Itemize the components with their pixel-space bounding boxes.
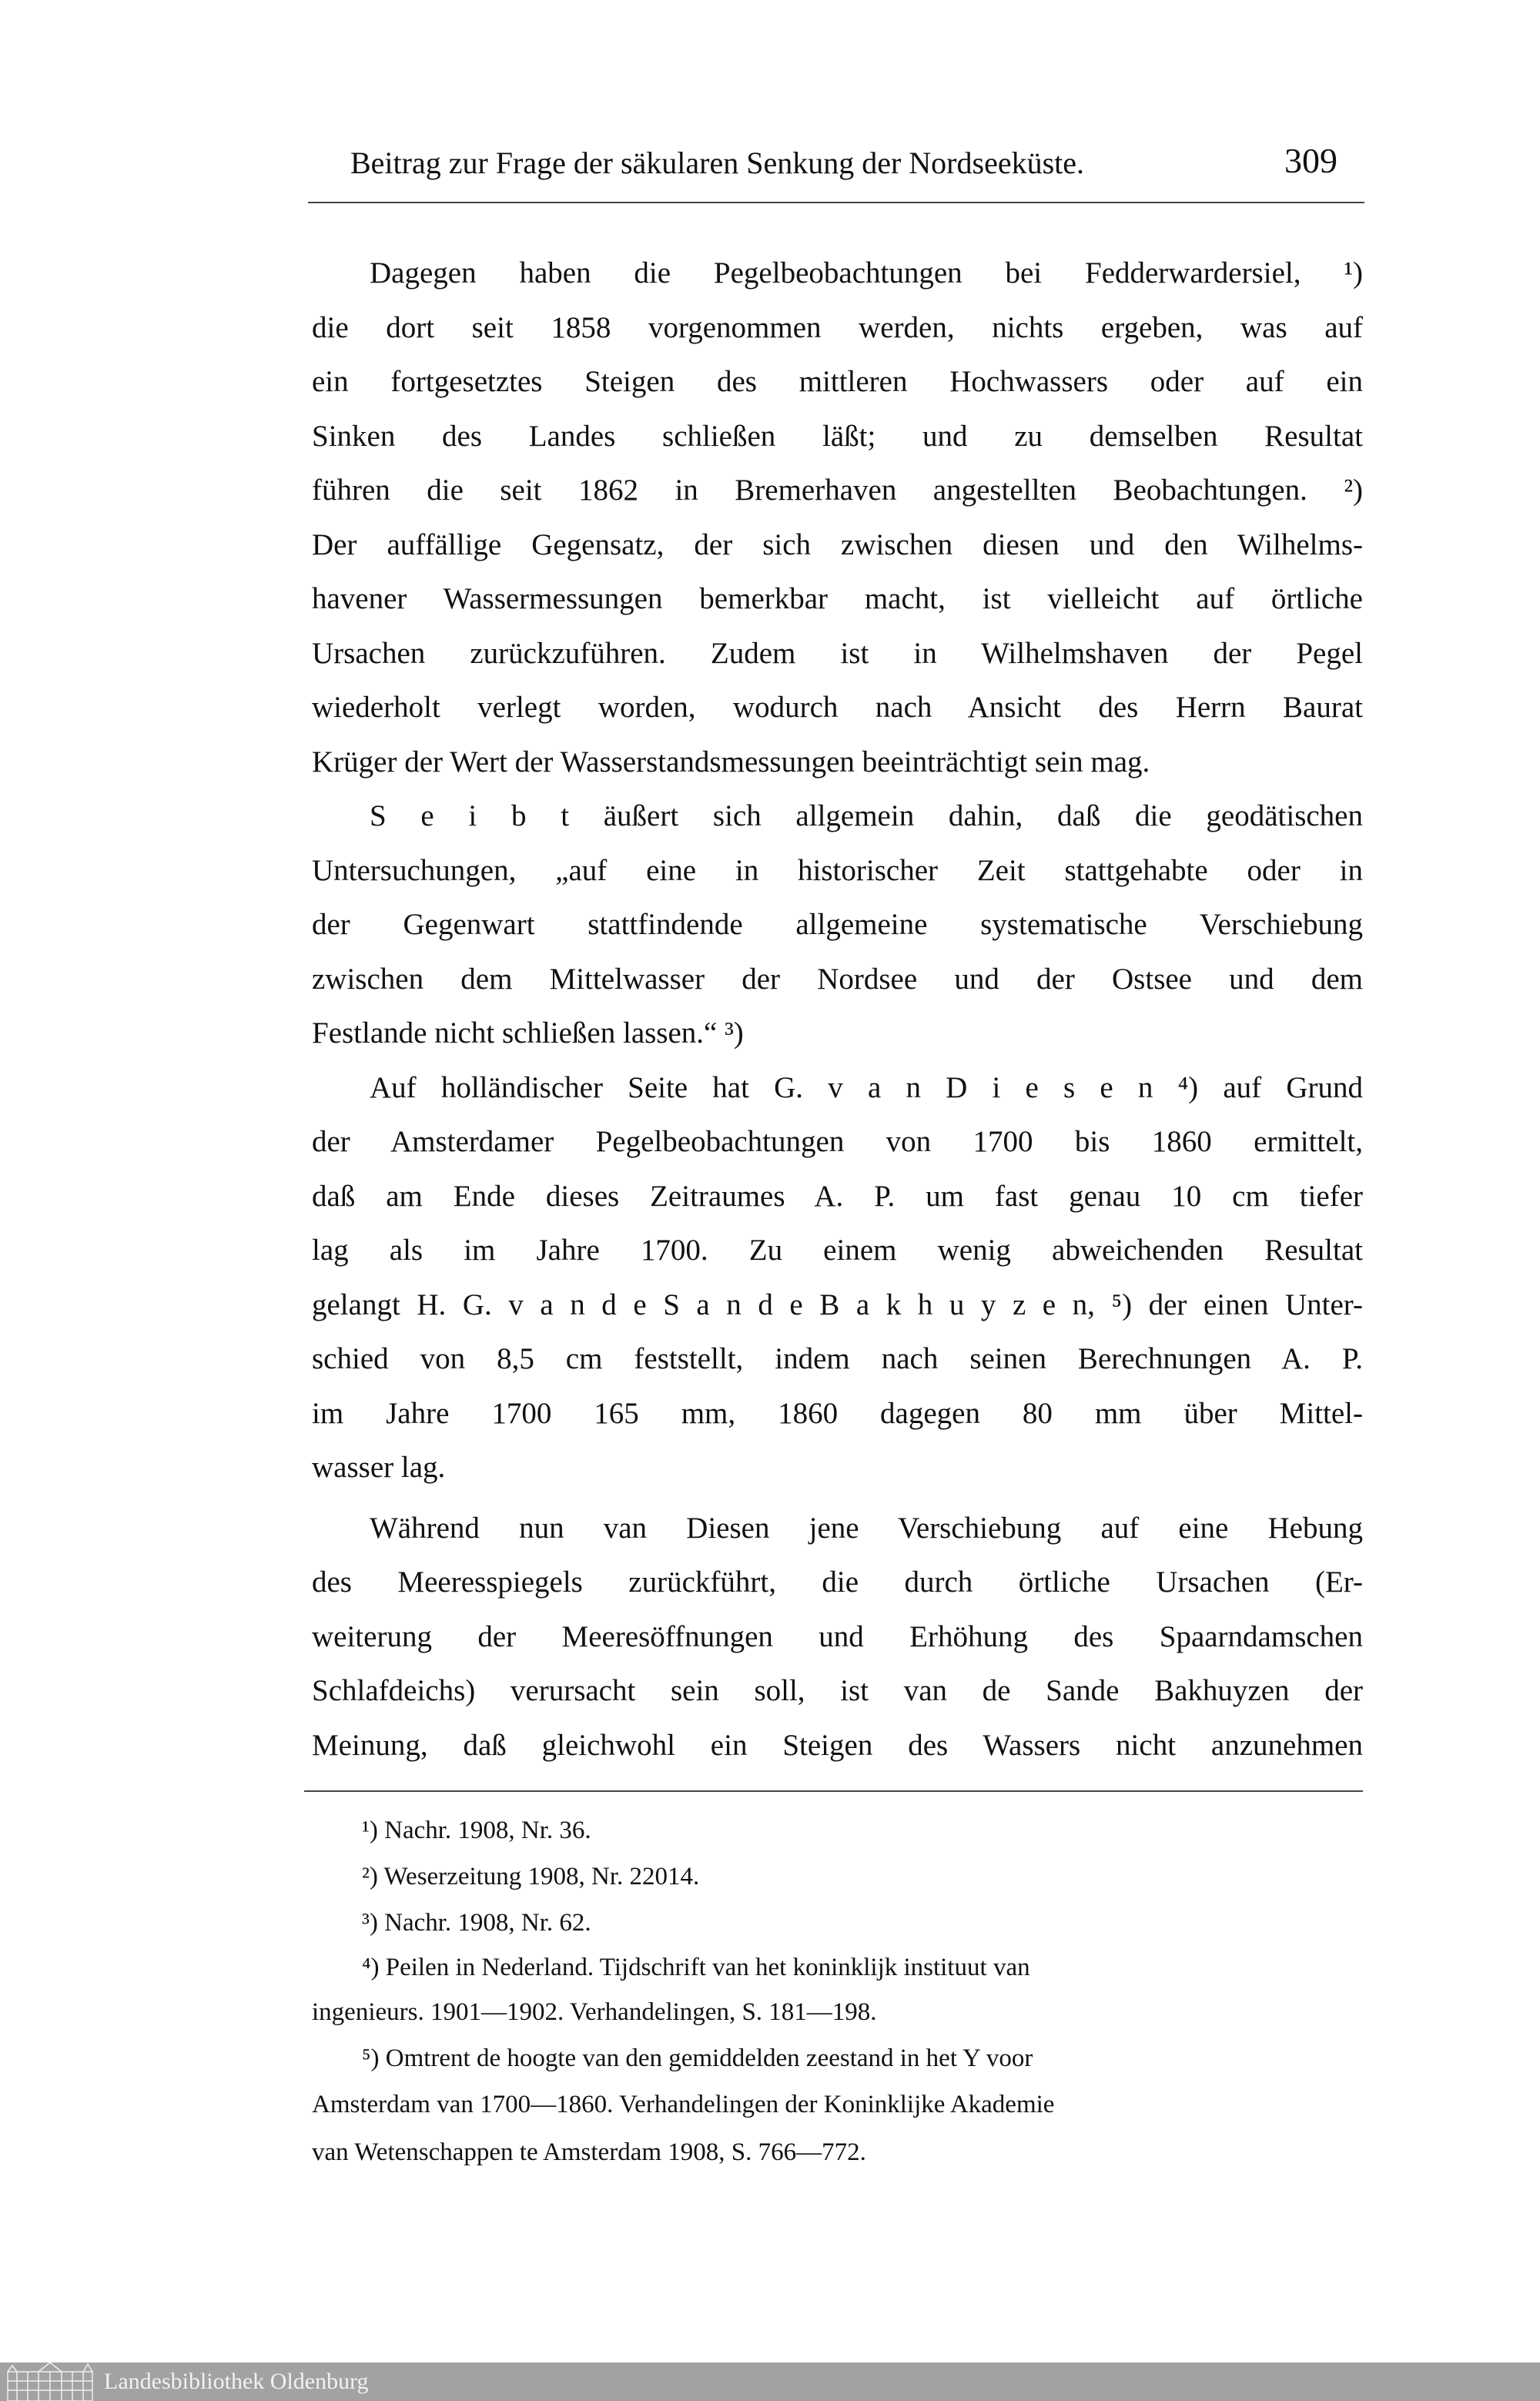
body-line: wiederholt verlegt worden, wodurch nach Ansicht des Herrn Baurat (312, 691, 1363, 724)
body-line: Krüger der Wert der Wasserstandsmessungen beeinträchtigt sein mag. (312, 745, 1150, 779)
footnote-line: ³) Nachr. 1908, Nr. 62. (362, 1909, 591, 1937)
footnote-line: ¹) Nachr. 1908, Nr. 36. (362, 1817, 591, 1844)
body-line: S e i b t äußert sich allgemein dahin, daß die geodätischen (370, 799, 1363, 832)
body-line: weiterung der Meeresöffnungen und Erhöhung des Spaarndamschen (312, 1620, 1363, 1653)
footnote-line: Amsterdam van 1700—1860. Verhandelingen der Koninklijke Akademie (312, 2091, 1055, 2118)
body-line: des Meeresspiegels zurückführt, die durch örtliche Ursachen (Er- (312, 1566, 1363, 1599)
body-line: Ursachen zurückzuführen. Zudem ist in Wilhelmshaven der Pegel (312, 637, 1363, 670)
footnote-line: van Wetenschappen te Amsterdam 1908, S. 766—772. (312, 2138, 866, 2166)
body-line: Festlande nicht schließen lassen.“ ³) (312, 1016, 744, 1050)
body-line: zwischen dem Mittelwasser der Nordsee und der Ostsee und dem (312, 963, 1363, 996)
body-line: Der auffällige Gegensatz, der sich zwischen diesen und den Wilhelms- (312, 528, 1363, 561)
body-line: Auf holländischer Seite hat G. v a n D i e s e n ⁴) auf Grund (370, 1071, 1363, 1104)
body-line: ein fortgesetztes Steigen des mittleren Hochwassers oder auf ein (312, 365, 1363, 398)
library-name: Landesbibliothek Oldenburg (104, 2369, 369, 2394)
body-line: havener Wassermessungen bemerkbar macht, ist vielleicht auf örtliche (312, 582, 1363, 615)
library-building-logo (5, 2362, 95, 2401)
running-title: Beitrag zur Frage der säkularen Senkung der Nordseeküste. (350, 146, 1085, 180)
footer-bar (0, 2362, 1540, 2401)
header-rule (308, 202, 1364, 203)
body-line: daß am Ende dieses Zeitraumes A. P. um fast genau 10 cm tiefer (312, 1180, 1363, 1213)
body-line: der Gegenwart stattfindende allgemeine systematische Verschiebung (312, 908, 1363, 941)
body-line: Meinung, daß gleichwohl ein Steigen des Wassers nicht anzunehmen (312, 1729, 1363, 1762)
body-line: die dort seit 1858 vorgenommen werden, nichts ergeben, was auf (312, 311, 1363, 344)
body-line: Dagegen haben die Pegelbeobachtungen bei Fedderwardersiel, ¹) (370, 256, 1363, 290)
body-line: Schlafdeichs) verursacht sein soll, ist van de Sande Bakhuyzen der (312, 1674, 1363, 1707)
body-line: Während nun van Diesen jene Verschiebung auf eine Hebung (370, 1512, 1363, 1545)
body-line: der Amsterdamer Pegelbeobachtungen von 1700 bis 1860 ermittelt, (312, 1125, 1363, 1158)
body-line: im Jahre 1700 165 mm, 1860 dagegen 80 mm über Mittel- (312, 1397, 1363, 1430)
body-line: schied von 8,5 cm feststellt, indem nach seinen Berechnungen A. P. (312, 1342, 1363, 1375)
body-line: gelangt H. G. v a n d e S a n d e B a k h u y z e n, ⁵) der einen Unter- (312, 1288, 1363, 1321)
page-number: 309 (1284, 141, 1337, 180)
footnote-line: ⁵) Omtrent de hoogte van den gemiddelden zeestand in het Y voor (362, 2044, 1033, 2072)
body-line: lag als im Jahre 1700. Zu einem wenig abweichenden Resultat (312, 1234, 1363, 1267)
footnote-line: ingenieurs. 1901—1902. Verhandelingen, S. 181—198. (312, 1998, 877, 2026)
footnote-rule (304, 1790, 1363, 1792)
body-line: Untersuchungen, „auf eine in historischer Zeit stattgehabte oder in (312, 854, 1363, 887)
footnote-line: ⁴) Peilen in Nederland. Tijdschrift van het koninklijk instituut van (362, 1954, 1030, 1981)
body-line: wasser lag. (312, 1451, 446, 1484)
body-line: Sinken des Landes schließen läßt; und zu demselben Resultat (312, 420, 1363, 453)
body-line: führen die seit 1862 in Bremerhaven angestellten Beobachtungen. ²) (312, 474, 1363, 507)
footnote-line: ²) Weserzeitung 1908, Nr. 22014. (362, 1863, 700, 1890)
